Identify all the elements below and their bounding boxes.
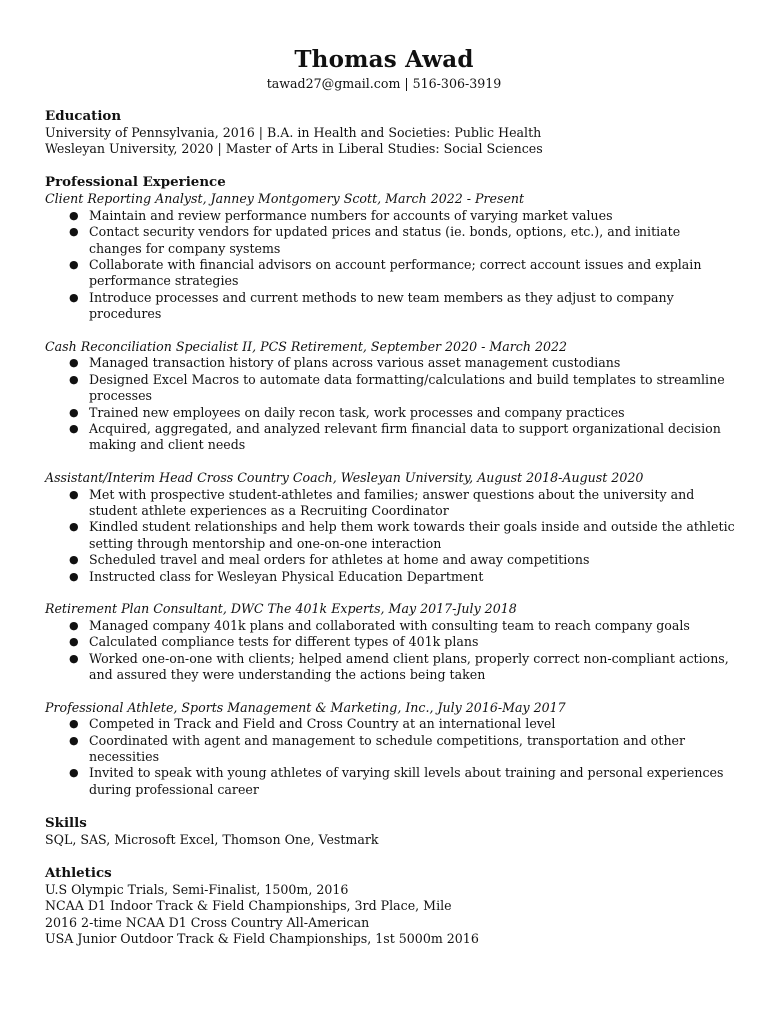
bullet-item <box>45 716 735 732</box>
bullet-icon: ● <box>69 290 79 304</box>
bullet-text: Managed company 401k plans and collaborated with consulting team to reach company goals <box>89 617 690 633</box>
education-heading: Education <box>45 108 122 124</box>
bullet-text: Worked one-on-one with clients; helped amend client plans, properly correct non-compliant actions, and assured they were understanding the actions being taken <box>89 650 729 683</box>
job-title: Cash Reconciliation Specialist II, PCS Retirement, September 2020 - March 2022 <box>45 338 568 354</box>
bullet-icon: ● <box>69 257 79 271</box>
bullet-icon: ● <box>69 356 79 370</box>
job-entry <box>45 191 735 322</box>
bullet-text: Introduce processes and current methods to new team members as they adjust to company procedures <box>89 289 674 322</box>
job-entry <box>45 470 735 585</box>
bullet-item <box>45 224 735 257</box>
bullet-item <box>45 208 735 224</box>
job-bullets <box>45 355 735 453</box>
bullet-item <box>45 405 735 421</box>
bullet-item <box>45 765 735 798</box>
job-bullets <box>45 716 735 798</box>
athletics-entry: U.S Olympic Trials, Semi-Finalist, 1500m, 2016 <box>45 881 349 897</box>
experience-section <box>45 174 735 798</box>
bullet-text: Managed transaction history of plans across various asset management custodians <box>89 355 621 371</box>
athletics-entry: USA Junior Outdoor Track & Field Championships, 1st 5000m 2016 <box>45 930 479 946</box>
bullet-item <box>45 355 735 371</box>
athletics-section <box>45 865 735 948</box>
job-title: Client Reporting Analyst, Janney Montgomery Scott, March 2022 - Present <box>45 191 525 207</box>
bullet-icon: ● <box>69 405 79 419</box>
job-bullets <box>45 487 735 585</box>
candidate-name: Thomas Awad <box>294 46 474 73</box>
athletics-entry: 2016 2-time NCAA D1 Cross Country All-American <box>45 914 370 930</box>
bullet-text: Invited to speak with young athletes of varying skill levels about training and personal experiences during professional career <box>89 765 724 797</box>
bullet-item <box>45 618 735 634</box>
job-bullets <box>45 208 735 323</box>
athletics-heading: Athletics <box>45 864 112 881</box>
job-bullets <box>45 618 735 684</box>
bullet-item <box>45 519 735 552</box>
education-section <box>45 108 735 158</box>
bullet-text: Trained new employees on daily recon task, work processes and company practices <box>89 404 625 420</box>
job-entry <box>45 700 735 798</box>
skills-section <box>45 815 735 848</box>
bullet-icon: ● <box>69 208 79 222</box>
bullet-text: Collaborate with financial advisors on account performance; correct account issues and explain performance strategies <box>89 256 702 289</box>
bullet-icon: ● <box>69 717 79 731</box>
athletics-entry: NCAA D1 Indoor Track & Field Championships, 3rd Place, Mile <box>45 898 452 914</box>
bullet-text: Scheduled travel and meal orders for athletes at home and away competitions <box>89 552 590 568</box>
bullet-icon: ● <box>69 487 79 501</box>
bullet-text: Designed Excel Macros to automate data formatting/calculations and build templates to streamline processes <box>89 371 725 404</box>
bullet-icon: ● <box>69 569 79 583</box>
bullet-icon: ● <box>69 421 79 435</box>
bullet-item <box>45 651 735 684</box>
bullet-item <box>45 733 735 766</box>
job-title: Assistant/Interim Head Cross Country Coach, Wesleyan University, August 2018-August 2020 <box>45 470 644 486</box>
bullet-icon: ● <box>69 651 79 665</box>
job-title: Professional Athlete, Sports Management & Marketing, Inc., July 2016-May 2017 <box>45 699 566 715</box>
bullet-text: Calculated compliance tests for different types of 401k plans <box>89 634 479 650</box>
bullet-item <box>45 487 735 520</box>
bullet-icon: ● <box>69 225 79 239</box>
bullet-item <box>45 372 735 405</box>
education-entry: Wesleyan University, 2020 | Master of Arts in Liberal Studies: Social Sciences <box>45 141 543 157</box>
bullet-icon: ● <box>69 520 79 534</box>
bullet-text: Kindled student relationships and help them work towards their goals inside and outside the athletic setting through mentorship and one-on-one interaction <box>89 519 735 551</box>
skills-heading: Skills <box>45 814 87 831</box>
resume-body <box>45 108 735 964</box>
bullet-text: Acquired, aggregated, and analyzed relevant firm financial data to support organizational decision making and client needs <box>89 420 721 453</box>
bullet-icon: ● <box>69 372 79 386</box>
bullet-text: Coordinated with agent and management to schedule competitions, transportation and other necessities <box>89 732 686 765</box>
bullet-icon: ● <box>69 766 79 780</box>
contact-line: tawad27@gmail.com | 516-306-3919 <box>266 76 502 91</box>
job-entry <box>45 601 735 683</box>
skills-list: SQL, SAS, Microsoft Excel, Thomson One, Vestmark <box>45 831 379 847</box>
job-title: Retirement Plan Consultant, DWC The 401k Experts, May 2017-July 2018 <box>45 601 517 617</box>
bullet-icon: ● <box>69 733 79 747</box>
bullet-text: Met with prospective student-athletes and families; answer questions about the university and student athlete experiences as a Recruiting Coordinator <box>89 486 695 518</box>
bullet-text: Competed in Track and Field and Cross Country at an international level <box>89 716 556 732</box>
bullet-item <box>45 421 735 454</box>
experience-heading: Professional Experience <box>45 174 226 191</box>
bullet-item <box>45 634 735 650</box>
bullet-icon: ● <box>69 635 79 649</box>
bullet-item <box>45 569 735 585</box>
education-entry: University of Pennsylvania, 2016 | B.A. in Health and Societies: Public Health <box>45 125 542 140</box>
bullet-text: Contact security vendors for updated prices and status (ie. bonds, options, etc.), and initiate changes for company systems <box>89 224 681 256</box>
job-entry <box>45 339 735 454</box>
bullet-text: Instructed class for Wesleyan Physical Education Department <box>89 568 484 584</box>
bullet-item <box>45 257 735 290</box>
bullet-item <box>45 552 735 568</box>
bullet-item <box>45 290 735 323</box>
bullet-icon: ● <box>69 618 79 632</box>
bullet-text: Maintain and review performance numbers for accounts of varying market values <box>89 207 613 223</box>
bullet-icon: ● <box>69 553 79 567</box>
